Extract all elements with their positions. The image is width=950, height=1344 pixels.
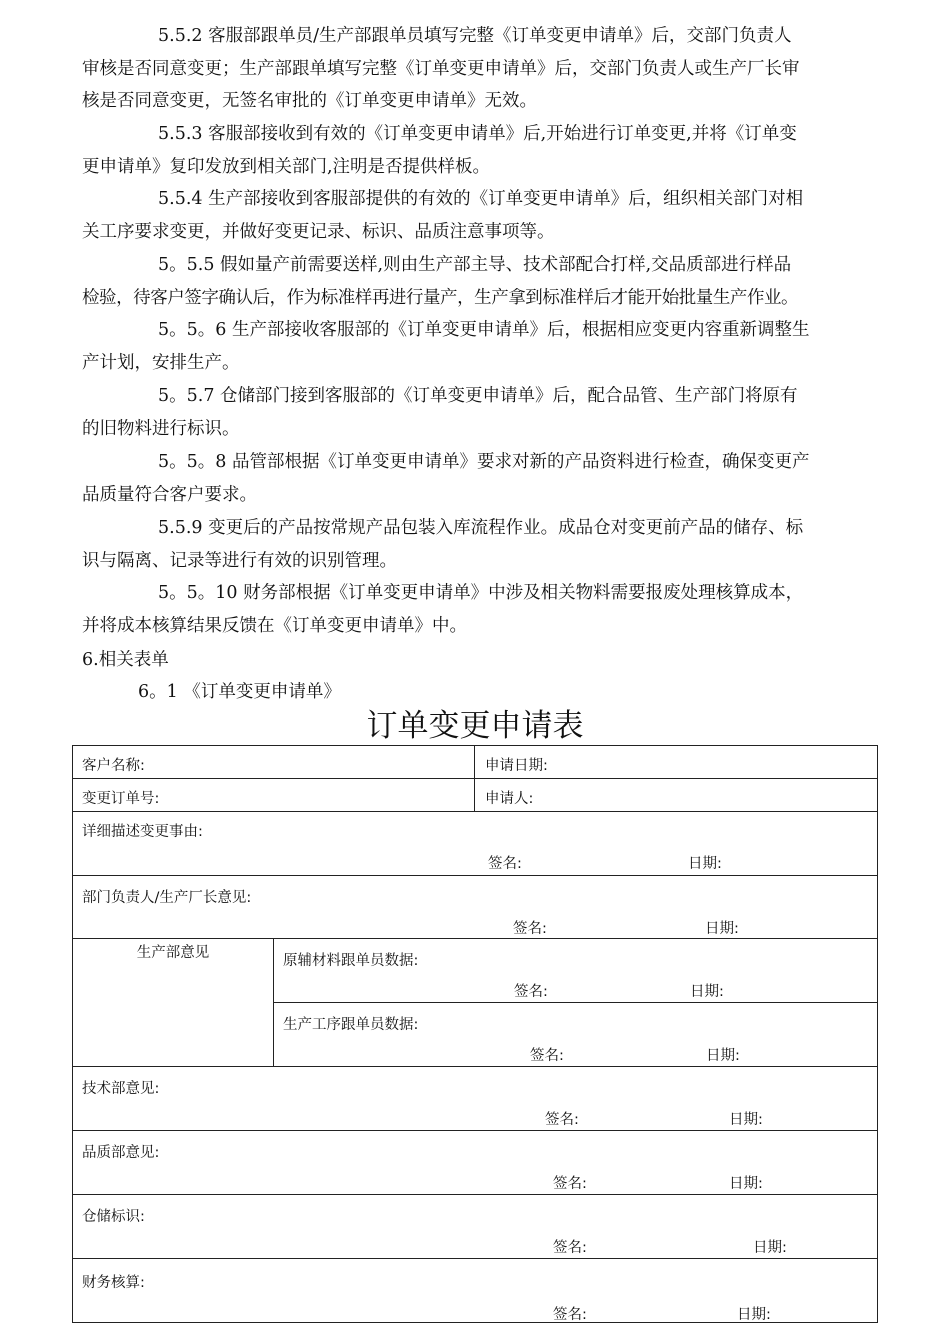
paragraph-line: 5。5。8 品管部根据《订单变更申请单》要求对新的产品资料进行检查，确保变更产 <box>158 452 810 472</box>
finance-accounting-field[interactable] <box>73 1259 878 1323</box>
sign-label: 签名: <box>553 1176 587 1192</box>
applicant-label: 申请人: <box>485 791 534 807</box>
paragraph-line: 识与隔离、记录等进行有效的识别管理。 <box>82 550 397 571</box>
tech-opinion-label: 技术部意见: <box>82 1081 160 1097</box>
customer-name-label: 客户名称: <box>82 758 145 774</box>
apply-date-label: 申请日期: <box>485 758 548 774</box>
finance-accounting-label: 财务核算: <box>82 1275 145 1291</box>
paragraph-5-5-2 <box>82 20 872 118</box>
paragraph-line: 更申请单》复印发放到相关部门,注明是否提供样板。 <box>82 156 491 177</box>
paragraph-5-5-9 <box>82 512 872 577</box>
warehouse-marking-label: 仓储标识: <box>82 1209 145 1225</box>
paragraph-line: 核是否同意变更，无签名审批的《订单变更申请单》无效。 <box>82 91 537 111</box>
paragraph-line: 的旧物料进行标识。 <box>82 418 240 439</box>
date-label: 日期: <box>690 984 724 1000</box>
paragraph-5-5-4 <box>82 183 872 248</box>
date-label: 日期: <box>729 1112 763 1128</box>
date-label: 日期: <box>729 1176 763 1192</box>
paragraph-5-5-3 <box>82 118 872 183</box>
date-label: 日期: <box>705 921 739 937</box>
form-title: 订单变更申请表 <box>366 708 584 744</box>
paragraph-5-5-10 <box>82 577 872 642</box>
sign-label: 签名: <box>553 1307 587 1323</box>
subsection-heading: 6。1 《订单变更申请单》 <box>138 682 341 702</box>
order-number-field[interactable] <box>73 779 475 812</box>
customer-name-field[interactable] <box>73 746 475 779</box>
paragraph-line: 审核是否同意变更；生产部跟单填写完整《订单变更申请单》后，交部门负责人或生产厂长审 <box>82 58 800 79</box>
paragraph-line: 5.5.9 变更后的产品按常规产品包装入库流程作业。成品仓对变更前产品的储存、标 <box>158 518 804 538</box>
paragraph-line: 5。5。10 财务部根据《订单变更申请单》中涉及相关物料需要报废处理核算成本， <box>158 583 804 603</box>
paragraph-line: 5.5.3 客服部接收到有效的《订单变更申请单》后,开始进行订单变更,并将《订单变 <box>158 124 797 144</box>
paragraph-line: 5.5.2 客服部跟单员/生产部跟单员填写完整《订单变更申请单》后，交部门负责人 <box>158 26 792 46</box>
paragraph-line: 5.5.4 生产部接收到客服部提供的有效的《订单变更申请单》后，组织相关部门对相 <box>158 189 804 209</box>
date-label: 日期: <box>688 856 722 872</box>
date-label: 日期: <box>737 1307 771 1323</box>
materials-data-field[interactable] <box>274 939 878 1003</box>
sign-label: 签名: <box>513 921 547 937</box>
order-number-label: 变更订单号: <box>82 791 160 807</box>
applicant-field[interactable] <box>475 779 878 812</box>
tech-opinion-field[interactable] <box>73 1067 878 1131</box>
sign-label: 签名: <box>553 1240 587 1256</box>
paragraph-5-5-5 <box>82 249 872 314</box>
section-heading: 6.相关表单 <box>82 650 169 670</box>
sign-label: 签名: <box>514 984 548 1000</box>
change-reason-field[interactable] <box>73 812 878 876</box>
paragraph-line: 品质量符合客户要求。 <box>82 484 257 505</box>
paragraph-line: 5。5.7 仓储部门接到客服部的《订单变更申请单》后，配合品管、生产部门将原有 <box>158 386 798 406</box>
paragraph-line: 检验，待客户签字确认后，作为标准样再进行量产，生产拿到标准样后才能开始批量生产作业。 <box>82 287 799 308</box>
paragraph-5-5-7 <box>82 380 872 445</box>
paragraph-5-5-8 <box>82 446 872 511</box>
process-data-label: 生产工序跟单员数据: <box>283 1017 419 1033</box>
dept-head-opinion-field[interactable] <box>73 876 878 939</box>
date-label: 日期: <box>753 1240 787 1256</box>
quality-opinion-label: 品质部意见: <box>82 1145 160 1161</box>
order-change-form <box>72 745 878 1323</box>
change-reason-label: 详细描述变更事由: <box>82 824 203 840</box>
warehouse-marking-field[interactable] <box>73 1195 878 1259</box>
production-opinion-label: 生产部意见 <box>136 945 210 961</box>
paragraph-line: 5。5。6 生产部接收客服部的《订单变更申请单》后，根据相应变更内容重新调整生 <box>158 320 810 340</box>
dept-head-opinion-label: 部门负责人/生产厂长意见: <box>82 890 252 906</box>
production-opinion-cell <box>73 939 274 1067</box>
date-label: 日期: <box>706 1048 740 1064</box>
process-data-field[interactable] <box>274 1003 878 1067</box>
paragraph-line: 并将成本核算结果反馈在《订单变更申请单》中。 <box>82 615 467 636</box>
quality-opinion-field[interactable] <box>73 1131 878 1195</box>
sign-label: 签名: <box>545 1112 579 1128</box>
materials-data-label: 原辅材料跟单员数据: <box>283 953 419 969</box>
paragraph-line: 5。5.5 假如量产前需要送样,则由生产部主导、技术部配合打样,交品质部进行样品 <box>158 255 792 275</box>
paragraph-line: 产计划，安排生产。 <box>82 352 240 373</box>
sign-label: 签名: <box>530 1048 564 1064</box>
paragraph-5-5-6 <box>82 314 872 379</box>
paragraph-line: 关工序要求变更，并做好变更记录、标识、品质注意事项等。 <box>82 221 555 242</box>
sign-label: 签名: <box>488 856 522 872</box>
apply-date-field[interactable] <box>475 746 878 779</box>
